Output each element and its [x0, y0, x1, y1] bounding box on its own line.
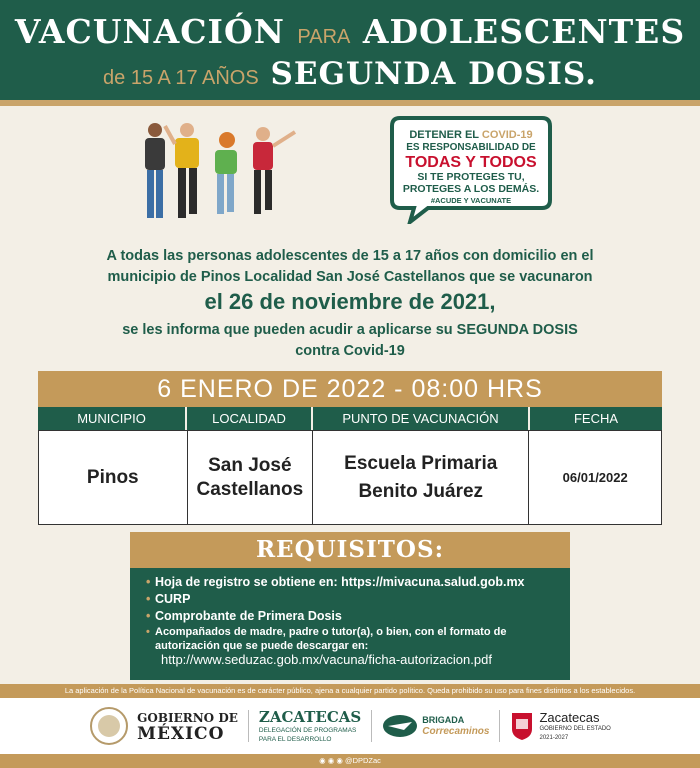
intro-text-2 [40, 320, 660, 362]
intro-line-4: contra Covid-19 [295, 343, 405, 359]
zacatecas-shield-icon [510, 711, 534, 741]
brigada-line-1: BRIGADA [422, 715, 465, 725]
bubble-line-3: TODAS Y TODOS [405, 154, 537, 171]
logo-gobierno-zacatecas [539, 710, 610, 743]
bubble-line-2: ES RESPONSABILIDAD DE [406, 142, 536, 153]
requisitos-box [130, 568, 570, 680]
first-dose-date: el 26 de noviembre de 2021, [204, 289, 496, 314]
title-vacunacion: VACUNACIÓN [14, 12, 285, 51]
title-para: PARA [297, 26, 351, 48]
mexico-seal-icon [89, 706, 129, 746]
requisitos-title: REQUISITOS: [130, 532, 570, 568]
gob-line-2: MÉXICO [137, 724, 225, 744]
header-punto: PUNTO DE VACUNACIÓN [313, 407, 530, 430]
zac-line-3: PARA EL DESARROLLO [258, 736, 332, 743]
bubble-line-5: PROTEGES A LOS DEMÁS. [402, 183, 540, 195]
intro-line-3: se les informa que pueden acudir a aplicarse su SEGUNDA DOSIS [122, 322, 578, 338]
bubble-line-4: SI TE PROTEGES TU, [417, 171, 525, 183]
brigada-logo-icon [382, 713, 418, 739]
estado-line-2: GOBIERNO DEL ESTADO [539, 725, 611, 732]
req-item-acompanados [146, 625, 560, 667]
header-banner [0, 0, 700, 100]
table-header [38, 407, 662, 430]
header-line-1 [0, 12, 700, 51]
estado-line-1: Zacatecas [539, 709, 600, 725]
brigada-line-2: Correcaminos [422, 726, 490, 737]
cell-localidad [188, 431, 314, 524]
punto-line-1: Escuela Primaria [344, 452, 498, 474]
bubble-line-1: DETENER EL [409, 129, 479, 141]
divider [499, 710, 500, 742]
localidad-line-2: Castellanos [196, 478, 304, 500]
intro-line-2: municipio de Pinos Localidad San José Castellanos que se vacunaron [107, 269, 593, 285]
req-item-curp: • CURP [146, 591, 560, 608]
intro-line-1: A todas las personas adolescentes de 15 a 17 años con domicilio en el [106, 248, 594, 264]
divider [371, 710, 372, 742]
logo-zacatecas-delegacion [259, 708, 361, 744]
zac-line-2: DELEGACIÓN DE PROGRAMAS [258, 727, 357, 734]
title-adolescentes: ADOLESCENTES [362, 12, 686, 51]
teenagers-illustration [135, 118, 305, 230]
logo-gobierno-mexico [137, 710, 238, 742]
punto-line-2: Benito Juárez [358, 480, 484, 502]
cell-punto [313, 431, 529, 524]
svg-text:DETENER EL COVID-19 [409, 129, 532, 141]
req-item-registro: • Hoja de registro se obtiene en: https://mivacuna.salud.gob.mx [146, 574, 560, 591]
intro-text [40, 246, 660, 288]
header-localidad: LOCALIDAD [187, 407, 313, 430]
bubble-covid: COVID-19 [481, 129, 533, 141]
gob-line-1: GOBIERNO DE [137, 711, 238, 725]
cell-municipio: Pinos [39, 431, 188, 524]
disclaimer: La aplicación de la Política Nacional de vacunación es de carácter público, ajena a cualquier partido político. Queda prohibido su uso para fines distintos a los establecidos. [0, 684, 700, 698]
social-handle[interactable]: @DPDZac [344, 756, 381, 765]
speech-bubble [388, 114, 554, 224]
bubble-hashtag: #ACUDE Y VACUNATE [430, 196, 512, 205]
zac-line-1: ZACATECAS [258, 708, 362, 726]
gold-stripe [0, 100, 700, 106]
title-age-range: de 15 A 17 AÑOS [103, 67, 259, 89]
localidad-line-1: San José [208, 454, 292, 476]
divider [248, 710, 249, 742]
social-icons: ◉ ◉ ◉ [319, 756, 345, 765]
social-bar [0, 754, 700, 768]
estado-line-3: 2021-2027 [539, 734, 569, 741]
title-segunda-dosis: SEGUNDA DOSIS. [270, 56, 597, 92]
table-row [38, 430, 662, 525]
req-item-acompanados-text: Acompañados de madre, padre o tutor(a), o bien, con el formato de autorización que se puede descargar en: [155, 626, 507, 652]
req-item-comprobante: • Comprobante de Primera Dosis [146, 608, 560, 625]
header-line-2 [0, 56, 700, 92]
logo-strip [0, 698, 700, 754]
header-fecha: FECHA [573, 411, 619, 426]
cell-fecha: 06/01/2022 [562, 470, 628, 485]
req-url-ficha[interactable]: http://www.seduzac.gob.mx/vacuna/ficha-autorizacion.pdf [161, 652, 492, 667]
appointment-banner: 6 ENERO DE 2022 - 08:00 HRS [38, 371, 662, 407]
logo-brigada [422, 714, 489, 738]
header-municipio: MUNICIPIO [38, 407, 187, 430]
